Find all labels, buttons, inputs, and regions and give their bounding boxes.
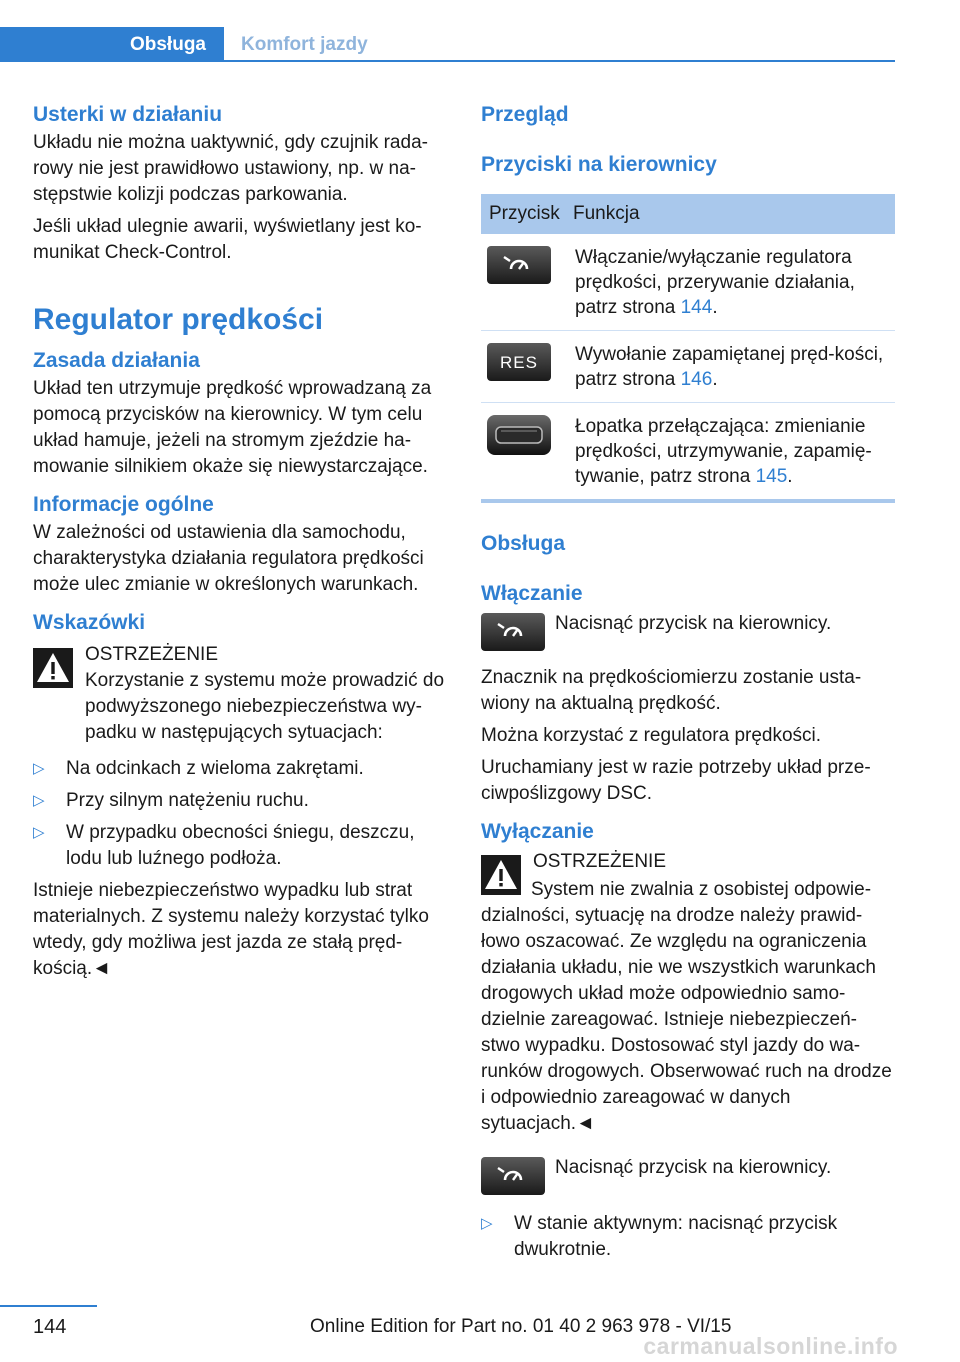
list-item: ▷ W przypadku obecności śniegu, deszczu, lodu lub luźnego podłoża.: [33, 822, 415, 869]
warning-box: [33, 642, 448, 746]
paragraph-general: W zależności od ustawienia dla samochodu, charakterystyka działania regulatora prędkości może ulec zmianie w określonych warunkach.: [33, 522, 424, 595]
warning-text: System nie zwalnia z osobistej odpowie-dzialności, sytuację na drodze należy prawid-łowo oszacować. Ze względu na ograniczenia działania układu, nie we wszystkich warunkach drogowych układ może odpowiednio samo-dzielnie zareagować. Istnieje niebezpieczeń-stwo wypadku. Dostosować styl jazdy do wa-runków drogowych. Obserwować ruch na drodze i odpowiednio zareagować w danych sytuacjach.◄: [481, 879, 892, 1134]
heading-overview: Przegląd: [481, 103, 569, 126]
row-function-text: Wywołanie zapamiętanej pręd-kości, patrz strona 146.: [565, 331, 895, 403]
page-number: 144: [33, 1316, 67, 1338]
list-item: ▷ Przy silnym natężeniu ruchu.: [33, 788, 448, 814]
table-header-row: [481, 194, 895, 234]
paragraph-risk: Istnieje niebezpieczeństwo wypadku lub strat materialnych. Z systemu należy korzystać tylko wtedy, gdy możliwa jest jazda ze stałą pręd-kością.◄: [33, 880, 429, 979]
table-row: [481, 403, 895, 502]
warning-title: OSTRZEŻENIE: [85, 644, 219, 665]
section-tab-inactive: Komfort jazdy: [241, 33, 368, 55]
page-link[interactable]: 144: [680, 297, 713, 318]
cruise-control-icon: [481, 613, 545, 651]
paragraph-malfunction-1: Układu nie można uaktywnić, gdy czujnik rada-rowy nie jest prawidłowo ustawiony, np. w na-stępstwie kolizji podczas parkowania.: [33, 132, 428, 205]
header-tabs: [0, 27, 895, 62]
heading-steering-buttons: Przyciski na kierownicy: [481, 153, 717, 176]
right-column: [481, 100, 896, 1269]
heading-notes: Wskazówki: [33, 611, 146, 634]
section-tab-active: Obsługa: [0, 27, 224, 62]
heading-general: Informacje ogólne: [33, 493, 214, 516]
press-button-text: Nacisnąć przycisk na kierownicy.: [555, 1157, 832, 1178]
watermark: carmanualsonline.info: [643, 1333, 898, 1359]
cruise-control-icon: [487, 246, 551, 284]
res-button-icon: RES: [487, 343, 551, 381]
paragraph-malfunction-2: Jeśli układ ulegnie awarii, wyświetlany jest ko-munikat Check-Control.: [33, 216, 422, 263]
page-link[interactable]: 146: [680, 369, 713, 390]
triangle-bullet-icon: ▷: [33, 824, 45, 841]
table-row: [481, 331, 895, 403]
paragraph-on-1: Znacznik na prędkościomierzu zostanie usta-wiony na aktualną prędkość.: [481, 667, 862, 714]
row-function-text: Łopatka przełączająca: zmienianie prędkości, utrzymywanie, zapamię-tywanie, patrz strona 145.: [565, 403, 895, 502]
triangle-bullet-icon: ▷: [33, 760, 45, 777]
heading-principle: Zasada działania: [33, 349, 200, 372]
off-list: [481, 1211, 896, 1263]
edition-note: Online Edition for Part no. 01 40 2 963 978 - VI/15: [310, 1316, 732, 1337]
table-row: [481, 234, 895, 331]
cruise-control-icon: [481, 1157, 545, 1195]
footer-rule: [0, 1305, 97, 1307]
warning-icon: [481, 855, 521, 895]
rocker-switch-icon: [487, 415, 551, 455]
heading-switch-off: Wyłączanie: [481, 820, 594, 843]
paragraph-on-3: Uruchamiany jest w razie potrzeby układ prze-ciwpoślizgowy DSC.: [481, 757, 871, 804]
warning-title: OSTRZEŻENIE: [533, 851, 667, 872]
paragraph-on-2: Można korzystać z regulatora prędkości.: [481, 725, 822, 746]
heading-cruise-control: Regulator prędkości: [33, 303, 324, 336]
page-link[interactable]: 145: [755, 466, 788, 487]
list-item: ▷ Na odcinkach z wieloma zakrętami.: [33, 756, 448, 782]
warning-lead: Korzystanie z systemu może prowadzić do podwyższonego niebezpieczeństwa wy-padku w następujących sytuacjach:: [85, 670, 445, 743]
column-header-function: Funkcja: [565, 194, 895, 234]
press-button-text: Nacisnąć przycisk na kierownicy.: [555, 613, 832, 634]
paragraph-principle: Układ ten utrzymuje prędkość wprowadzaną za pomocą przycisków na kierownicy. W tym celu układ hamuje, jeżeli na stromym zjeździe ha-mowanie silnikiem okaże się niewystarczające.: [33, 378, 432, 477]
list-item: ▷ W stanie aktywnym: nacisnąć przycisk dwukrotnie.: [481, 1213, 838, 1260]
heading-switch-on: Włączanie: [481, 582, 583, 605]
heading-malfunction: Usterki w działaniu: [33, 103, 223, 126]
warning-icon: [33, 648, 73, 688]
risk-list: [33, 756, 448, 872]
left-column: [33, 100, 448, 988]
column-header-button: Przycisk: [481, 194, 565, 234]
triangle-bullet-icon: ▷: [33, 792, 45, 809]
row-function-text: Włączanie/wyłączanie regulatora prędkości, przerywanie działania, patrz strona 144.: [565, 234, 895, 331]
press-instruction-on: [481, 611, 896, 651]
heading-operation: Obsługa: [481, 532, 566, 555]
triangle-bullet-icon: ▷: [481, 1215, 493, 1232]
press-instruction-off: [481, 1155, 896, 1195]
buttons-table: [481, 194, 895, 503]
